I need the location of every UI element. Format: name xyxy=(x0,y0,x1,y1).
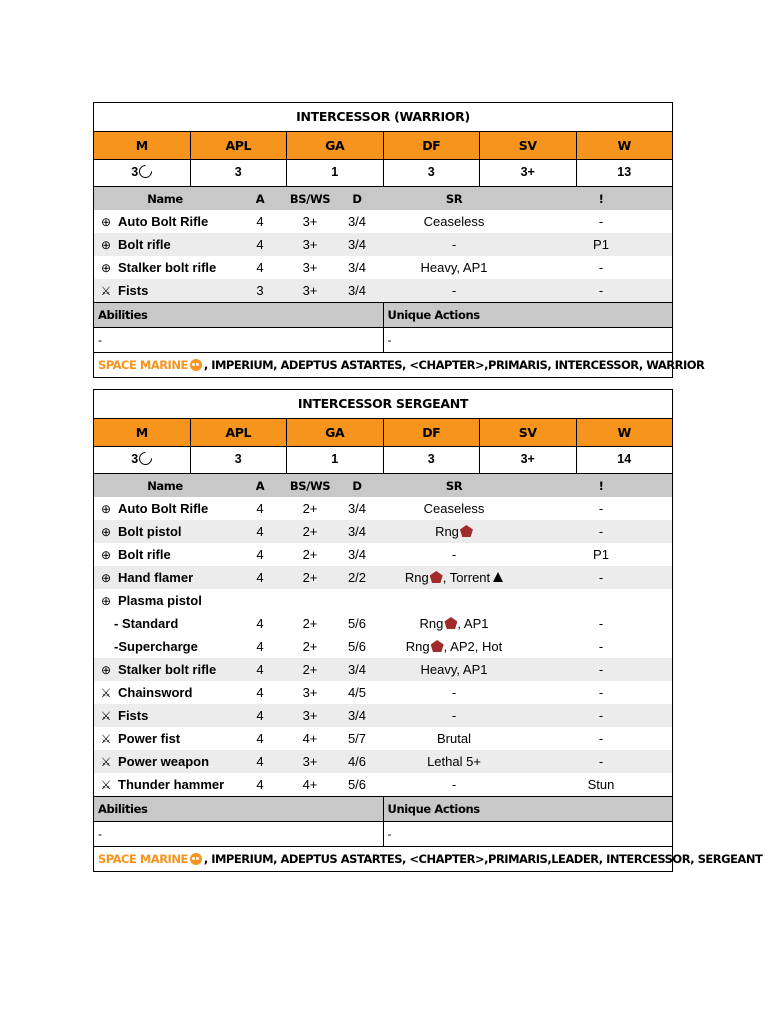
weapon-special-rules xyxy=(378,520,530,543)
stat-w: 13 xyxy=(617,165,632,179)
weapon-damage: 3/4 xyxy=(347,501,367,516)
keywords-row xyxy=(94,352,705,377)
weapon-attacks: 4 xyxy=(236,658,284,681)
weapon-name: Auto Bolt Rifle xyxy=(118,214,209,229)
unique-actions-value: - xyxy=(387,827,392,841)
abilities-header-row xyxy=(94,302,672,327)
col-d: D xyxy=(336,474,378,497)
weapon-bsws: 2+ xyxy=(302,639,318,654)
crossed-swords-icon: ⚔ xyxy=(100,284,112,298)
stat-sv: 3+ xyxy=(480,160,577,186)
weapon-name: Plasma pistol xyxy=(118,593,202,608)
pentagon-icon xyxy=(430,571,443,583)
weapon-name: Thunder hammer xyxy=(118,777,225,792)
weapon-damage: 3/4 xyxy=(347,547,367,562)
crossed-swords-icon: ⚔ xyxy=(100,755,112,769)
weapon-bsws: 4+ xyxy=(302,731,318,746)
abilities-header: Abilities xyxy=(94,303,384,327)
col-crit: ! xyxy=(530,474,672,497)
weapon-damage: 4/5 xyxy=(347,685,367,700)
weapon-row xyxy=(94,543,672,566)
weapon-row xyxy=(94,612,672,635)
weapon-bsws: 3+ xyxy=(284,233,336,256)
crosshair-icon: ⊕ xyxy=(100,238,112,252)
weapon-row xyxy=(94,279,672,302)
weapon-sr-text: - xyxy=(451,547,457,562)
weapon-critical: - xyxy=(530,279,672,302)
stat-header-apl: APL xyxy=(191,419,288,446)
weapon-special-rules xyxy=(378,256,530,279)
stat-apl: 3 xyxy=(191,447,288,473)
col-name: Name xyxy=(94,474,236,497)
weapon-sr-text: Rng xyxy=(419,616,444,631)
stat-header-ga: GA xyxy=(287,419,384,446)
weapon-bsws: 3+ xyxy=(302,214,318,229)
stat-w: 14 xyxy=(617,452,632,466)
weapon-bsws: 2+ xyxy=(302,501,318,516)
weapon-critical: P1 xyxy=(530,233,672,256)
weapon-name-cell xyxy=(94,520,236,543)
weapon-sr-text: Rng xyxy=(405,639,430,654)
circle-icon xyxy=(137,162,155,180)
col-a: A xyxy=(236,474,284,497)
weapon-name-cell xyxy=(94,658,236,681)
weapon-name-cell xyxy=(94,210,236,233)
weapon-critical: - xyxy=(598,731,604,746)
card-title: INTERCESSOR SERGEANT xyxy=(94,390,672,419)
weapons-table xyxy=(94,187,672,302)
weapon-name: Fists xyxy=(118,708,149,723)
faction-keyword: SPACE MARINE xyxy=(98,358,188,372)
weapon-attacks: 4 xyxy=(236,704,284,727)
weapon-attacks: 4 xyxy=(256,777,264,792)
weapon-attacks: 3 xyxy=(236,279,284,302)
weapon-sr-text: Brutal xyxy=(437,731,471,746)
weapon-special-rules xyxy=(378,635,530,658)
weapon-attacks: 4 xyxy=(236,566,284,589)
stat-value-row xyxy=(94,160,672,187)
weapon-row xyxy=(94,750,672,773)
weapons-body xyxy=(94,497,672,796)
stat-header-w: W xyxy=(617,425,631,440)
weapon-sr-text: Lethal 5+ xyxy=(427,754,481,769)
weapon-sr-text: Heavy, AP1 xyxy=(420,662,488,677)
weapons-header-row xyxy=(94,187,672,210)
weapon-name: Bolt rifle xyxy=(118,547,171,562)
weapon-attacks: 4 xyxy=(256,214,264,229)
weapon-bsws: 3+ xyxy=(284,279,336,302)
weapon-critical xyxy=(530,589,672,612)
weapon-row xyxy=(94,497,672,520)
weapon-bsws: 3+ xyxy=(284,704,336,727)
weapon-sr-text: - xyxy=(451,283,457,298)
weapon-bsws: 4+ xyxy=(302,777,318,792)
circle-icon xyxy=(137,449,155,467)
col-crit: ! xyxy=(530,187,672,210)
weapon-row xyxy=(94,589,672,612)
crosshair-icon: ⊕ xyxy=(100,548,112,562)
weapon-attacks: 4 xyxy=(256,731,264,746)
stat-value-row xyxy=(94,447,672,474)
weapon-attacks: 4 xyxy=(236,233,284,256)
weapon-sr-extra: , AP1 xyxy=(457,616,489,631)
weapon-row xyxy=(94,727,672,750)
skull-icon xyxy=(190,359,202,371)
weapon-name: Stalker bolt rifle xyxy=(118,662,217,677)
weapon-row xyxy=(94,233,672,256)
weapon-special-rules xyxy=(378,750,530,773)
weapon-damage: 5/7 xyxy=(347,731,367,746)
weapon-name-cell xyxy=(94,612,236,635)
stat-header-ga: GA xyxy=(287,132,384,159)
weapon-damage: 3/4 xyxy=(347,214,367,229)
weapon-sr-text: - xyxy=(451,685,457,700)
col-sr: SR xyxy=(378,187,530,210)
weapon-name: Bolt rifle xyxy=(118,237,171,252)
weapon-row xyxy=(94,256,672,279)
weapon-name-cell xyxy=(94,566,236,589)
weapon-special-rules xyxy=(378,566,530,589)
abilities-value: - xyxy=(94,328,384,352)
weapon-name-cell xyxy=(94,704,236,727)
stat-df: 3 xyxy=(384,160,481,186)
weapon-name-cell xyxy=(94,497,236,520)
weapon-name-cell xyxy=(94,773,236,796)
col-name: Name xyxy=(94,187,236,210)
weapon-critical: - xyxy=(530,658,672,681)
weapon-bsws xyxy=(284,589,336,612)
crosshair-icon: ⊕ xyxy=(100,663,112,677)
weapon-name: - Standard xyxy=(114,616,179,631)
stat-sv: 3+ xyxy=(480,447,577,473)
keywords-row xyxy=(94,846,763,871)
weapon-damage: 5/6 xyxy=(347,616,367,631)
col-d: D xyxy=(336,187,378,210)
stat-m xyxy=(94,447,191,473)
weapon-name: Fists xyxy=(118,283,149,298)
stat-df: 3 xyxy=(384,447,481,473)
weapon-special-rules xyxy=(378,681,530,704)
weapon-sr-text: Rng xyxy=(435,524,459,539)
weapon-critical: - xyxy=(598,214,604,229)
weapon-special-rules xyxy=(378,233,530,256)
weapon-row xyxy=(94,681,672,704)
weapon-special-rules xyxy=(378,589,530,612)
abilities-header-row xyxy=(94,796,672,821)
weapon-critical: P1 xyxy=(593,547,609,562)
weapon-name: Power fist xyxy=(118,731,181,746)
weapon-critical: - xyxy=(598,616,604,631)
weapon-sr-extra: , AP2, Hot xyxy=(443,639,503,654)
unique-actions-value: - xyxy=(387,333,392,347)
weapon-damage: 3/4 xyxy=(336,233,378,256)
crosshair-icon: ⊕ xyxy=(100,502,112,516)
weapon-sr-text: - xyxy=(451,237,457,252)
weapon-special-rules xyxy=(378,497,530,520)
weapon-name: Power weapon xyxy=(118,754,210,769)
unique-actions-header: Unique Actions xyxy=(384,303,673,327)
weapon-critical: - xyxy=(530,750,672,773)
weapon-attacks: 4 xyxy=(256,260,264,275)
crosshair-icon: ⊕ xyxy=(100,261,112,275)
weapon-critical: - xyxy=(530,520,672,543)
weapon-attacks: 4 xyxy=(256,547,264,562)
crossed-swords-icon: ⚔ xyxy=(100,778,112,792)
weapon-critical: - xyxy=(598,685,604,700)
weapon-name-cell xyxy=(94,727,236,750)
weapon-critical: - xyxy=(598,639,604,654)
weapon-sr-text: - xyxy=(451,708,457,723)
stat-m-value: 3 xyxy=(131,452,139,466)
stat-header-sv: SV xyxy=(480,132,577,159)
weapon-bsws: 2+ xyxy=(302,616,318,631)
weapon-special-rules xyxy=(378,773,530,796)
weapon-special-rules xyxy=(378,704,530,727)
weapon-attacks: 4 xyxy=(236,520,284,543)
weapon-sr-text: Ceaseless xyxy=(423,214,485,229)
weapon-sr-text: Rng xyxy=(404,570,429,585)
weapon-special-rules xyxy=(378,612,530,635)
stat-m-value: 3 xyxy=(131,165,139,179)
weapon-damage: 3/4 xyxy=(347,260,367,275)
weapon-attacks: 4 xyxy=(256,639,264,654)
weapon-row xyxy=(94,635,672,658)
skull-icon xyxy=(190,853,202,865)
crossed-swords-icon: ⚔ xyxy=(100,686,112,700)
weapon-damage: 5/6 xyxy=(347,639,367,654)
crossed-swords-icon: ⚔ xyxy=(100,709,112,723)
card-title: INTERCESSOR (WARRIOR) xyxy=(94,103,672,132)
weapon-row xyxy=(94,566,672,589)
faction-keyword: SPACE MARINE xyxy=(98,852,188,866)
weapons-header-row xyxy=(94,474,672,497)
weapon-name-cell xyxy=(94,256,236,279)
weapon-row xyxy=(94,704,672,727)
weapon-sr-text: Ceaseless xyxy=(423,501,485,516)
crosshair-icon: ⊕ xyxy=(100,525,112,539)
weapon-damage: 3/4 xyxy=(336,704,378,727)
stat-header-apl: APL xyxy=(191,132,288,159)
crosshair-icon: ⊕ xyxy=(100,571,112,585)
stat-header-df: DF xyxy=(384,132,481,159)
col-a: A xyxy=(236,187,284,210)
datacard-intercessor-sergeant xyxy=(93,389,763,872)
stat-header-row xyxy=(94,132,672,160)
col-sr: SR xyxy=(378,474,530,497)
unique-actions-header: Unique Actions xyxy=(384,797,673,821)
weapon-name-cell xyxy=(94,279,236,302)
weapon-damage: 5/6 xyxy=(347,777,367,792)
keywords-text: , IMPERIUM, ADEPTUS ASTARTES, <CHAPTER>,PRIMARIS, INTERCESSOR, WARRIOR xyxy=(203,358,705,372)
abilities-value: - xyxy=(94,822,384,846)
crosshair-icon: ⊕ xyxy=(100,215,112,229)
weapon-damage xyxy=(336,589,378,612)
weapon-damage: 3/4 xyxy=(336,658,378,681)
weapon-damage: 2/2 xyxy=(336,566,378,589)
weapon-bsws: 2+ xyxy=(302,547,318,562)
weapon-critical: Stun xyxy=(587,777,615,792)
pentagon-icon xyxy=(460,525,473,537)
weapon-critical: - xyxy=(598,501,604,516)
stat-header-m: M xyxy=(94,132,191,159)
weapon-attacks: 4 xyxy=(236,750,284,773)
weapon-bsws: 3+ xyxy=(302,260,318,275)
weapon-attacks: 4 xyxy=(256,616,264,631)
weapon-bsws: 3+ xyxy=(302,685,318,700)
pentagon-icon xyxy=(444,617,457,629)
weapon-name: Hand flamer xyxy=(118,570,194,585)
stat-header-w: W xyxy=(617,138,631,153)
crosshair-icon: ⊕ xyxy=(100,594,112,608)
weapon-name-cell xyxy=(94,750,236,773)
weapon-critical: - xyxy=(530,704,672,727)
weapon-critical: - xyxy=(530,566,672,589)
weapon-name: Bolt pistol xyxy=(118,524,182,539)
abilities-header: Abilities xyxy=(94,797,384,821)
weapons-body xyxy=(94,210,672,302)
weapon-attacks: 4 xyxy=(256,501,264,516)
weapon-sr-text: Heavy, AP1 xyxy=(420,260,488,275)
crossed-swords-icon: ⚔ xyxy=(100,732,112,746)
weapon-bsws: 2+ xyxy=(284,520,336,543)
stat-header-m: M xyxy=(94,419,191,446)
weapon-row xyxy=(94,210,672,233)
stat-ga: 1 xyxy=(287,447,384,473)
weapon-damage: 3/4 xyxy=(336,279,378,302)
stat-m xyxy=(94,160,191,186)
weapon-bsws: 3+ xyxy=(284,750,336,773)
weapon-name-cell xyxy=(94,635,236,658)
weapon-special-rules xyxy=(378,658,530,681)
weapon-sr-text: - xyxy=(451,777,457,792)
abilities-value-row xyxy=(94,821,672,846)
stat-header-row xyxy=(94,419,672,447)
stat-header-sv: SV xyxy=(480,419,577,446)
stat-apl: 3 xyxy=(191,160,288,186)
weapon-name-cell xyxy=(94,233,236,256)
weapon-damage: 3/4 xyxy=(336,520,378,543)
weapon-name: Stalker bolt rifle xyxy=(118,260,217,275)
weapon-special-rules xyxy=(378,543,530,566)
weapon-special-rules xyxy=(378,727,530,750)
weapon-damage: 4/6 xyxy=(336,750,378,773)
weapon-row xyxy=(94,658,672,681)
weapon-name: -Supercharge xyxy=(114,639,198,654)
stat-ga: 1 xyxy=(287,160,384,186)
weapon-special-rules xyxy=(378,210,530,233)
keywords-text: , IMPERIUM, ADEPTUS ASTARTES, <CHAPTER>,PRIMARIS,LEADER, INTERCESSOR, SERGEANT xyxy=(203,852,763,866)
weapon-sr-extra: , Torrent xyxy=(442,570,491,585)
weapon-row xyxy=(94,520,672,543)
weapon-bsws: 2+ xyxy=(284,658,336,681)
stat-header-df: DF xyxy=(384,419,481,446)
weapon-attacks: 4 xyxy=(256,685,264,700)
weapon-critical: - xyxy=(598,260,604,275)
col-bsws: BS/WS xyxy=(284,187,336,210)
col-bsws: BS/WS xyxy=(284,474,336,497)
weapon-name-cell xyxy=(94,681,236,704)
weapons-table xyxy=(94,474,672,796)
triangle-icon xyxy=(493,572,503,582)
weapon-name-cell xyxy=(94,543,236,566)
weapon-attacks xyxy=(236,589,284,612)
abilities-value-row xyxy=(94,327,672,352)
weapon-name: Auto Bolt Rifle xyxy=(118,501,209,516)
weapon-bsws: 2+ xyxy=(284,566,336,589)
datacard-intercessor-warrior xyxy=(93,102,705,378)
weapon-row xyxy=(94,773,672,796)
weapon-name-cell xyxy=(94,589,236,612)
weapon-name: Chainsword xyxy=(118,685,193,700)
weapon-special-rules xyxy=(378,279,530,302)
pentagon-icon xyxy=(431,640,444,652)
